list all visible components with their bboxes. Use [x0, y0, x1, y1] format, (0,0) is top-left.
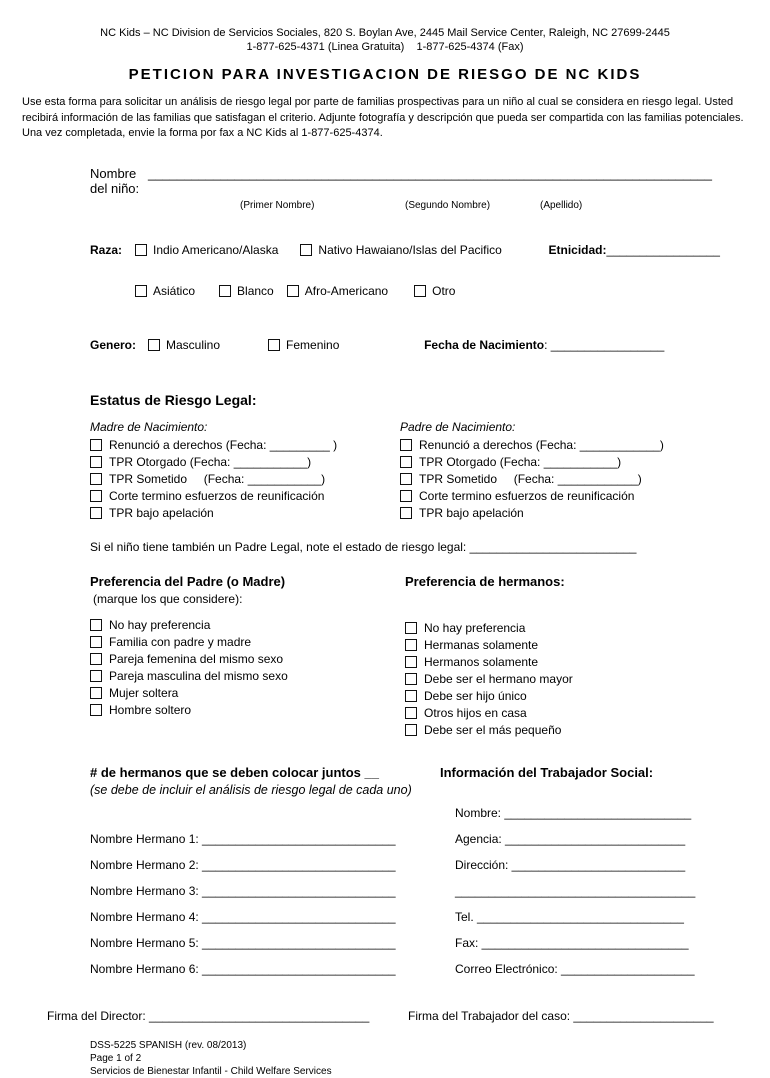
option-label: TPR Sometido (Fecha: ___________): [109, 471, 326, 486]
checkbox[interactable]: [405, 690, 417, 702]
sibling-note: (se debe de incluir el análisis de riesgo legal de cada uno): [90, 782, 412, 797]
checkbox[interactable]: [405, 724, 417, 736]
option-label: Hermanas solamente: [424, 637, 539, 652]
dob-field[interactable]: : _________________: [544, 337, 665, 352]
checkbox[interactable]: [287, 285, 299, 297]
checkbox[interactable]: [90, 490, 102, 502]
checkbox[interactable]: [405, 707, 417, 719]
footer-services: Servicios de Bienestar Infantil - Child Welfare Services: [90, 1065, 332, 1077]
org-phones: 1-877-625-4371 (Linea Gratuita) 1-877-625-4374 (Fax): [246, 41, 524, 53]
option-label: No hay preferencia: [424, 620, 526, 635]
father-option-corte: [400, 490, 712, 502]
father-heading: Padre de Nacimiento:: [400, 419, 516, 434]
sibling-pref-option: [405, 622, 712, 634]
checkbox[interactable]: [90, 507, 102, 519]
parent-pref-option: [90, 687, 405, 699]
sibling-name-field-5[interactable]: Nombre Hermano 5: _____________________________: [90, 935, 396, 950]
sibling-pref-option: [405, 639, 712, 651]
checkbox[interactable]: [90, 653, 102, 665]
parent-pref-option: [90, 670, 405, 682]
dob-label: Fecha de Nacimiento: [424, 337, 545, 352]
option-label: Pareja femenina del mismo sexo: [109, 651, 284, 666]
gender-label: Genero:: [90, 337, 137, 352]
race-option-indio: [135, 243, 278, 257]
parent-preference-subtitle: (marque los que considere):: [93, 591, 243, 606]
checkbox[interactable]: [90, 670, 102, 682]
legal-status-columns: [90, 420, 712, 524]
siblings-worker-columns: [90, 807, 712, 989]
child-name-sublabels: [90, 200, 712, 213]
sibling-preference-options: [405, 622, 712, 736]
mother-option-apelacion: [90, 507, 400, 519]
checkbox[interactable]: [135, 244, 147, 256]
sibling-preference-title: Preferencia de hermanos:: [405, 573, 565, 589]
org-address: NC Kids – NC Division de Servicios Sociales, 820 S. Boylan Ave, 2445 Mail Service Center, Raleigh, NC 27699-2445: [100, 27, 670, 39]
sibling-name-field-3[interactable]: Nombre Hermano 3: _____________________________: [90, 883, 396, 898]
checkbox[interactable]: [405, 673, 417, 685]
sibling-preference-column: [405, 574, 712, 741]
sibling-pref-option: [405, 690, 712, 702]
checkbox[interactable]: [300, 244, 312, 256]
option-label: TPR Otorgado (Fecha: ___________): [419, 454, 622, 469]
checkbox[interactable]: [90, 439, 102, 451]
father-option-renuncio: [400, 439, 712, 451]
parent-pref-option: [90, 636, 405, 648]
option-label: Afro-Americano: [304, 283, 389, 298]
mother-heading: Madre de Nacimiento:: [90, 419, 208, 434]
option-label: Renunció a derechos (Fecha: _________ ): [109, 437, 338, 452]
intro-paragraph: Use esta forma para solicitar un análisis de riesgo legal por parte de familias prospectivas para un niño al cual se considera en riesgo legal. Usted recibirá información de las familias que satisfagan el criterio. Adjunte fotografía y descripción que pueda ser compartida con las familias potenciales. Una vez completada, envie la forma por fax a NC Kids al 1-877-625-4374.: [22, 96, 744, 139]
race-option-hawaiano: [300, 243, 501, 257]
worker-info-title: Información del Trabajador Social:: [440, 764, 654, 780]
option-label: Asiático: [153, 283, 196, 298]
ethnicity-field[interactable]: _________________: [606, 242, 720, 257]
mother-option-corte: [90, 490, 400, 502]
option-label: Masculino: [166, 337, 221, 352]
gender-option-masculino: [148, 338, 220, 352]
option-label: Otros hijos en casa: [424, 705, 527, 720]
dob-group: [397, 324, 712, 366]
checkbox[interactable]: [148, 339, 160, 351]
sibling-names-column: [90, 833, 455, 989]
option-label: Femenino: [286, 337, 340, 352]
sibling-count-label[interactable]: # de hermanos que se deben colocar juntos __: [90, 764, 379, 780]
worker-address2-field[interactable]: ____________________________________: [455, 883, 696, 898]
checkbox[interactable]: [90, 636, 102, 648]
option-label: Otro: [432, 283, 456, 298]
preferences-columns: [90, 574, 712, 741]
sibling-name-field-6[interactable]: Nombre Hermano 6: _____________________________: [90, 961, 396, 976]
checkbox[interactable]: [90, 473, 102, 485]
sublabel-primer-nombre: (Primer Nombre): [240, 199, 315, 211]
checkbox[interactable]: [400, 490, 412, 502]
checkbox[interactable]: [405, 656, 417, 668]
father-option-tpr-sometido: [400, 473, 712, 485]
option-label: TPR Otorgado (Fecha: ___________): [109, 454, 312, 469]
worker-fax-field[interactable]: Fax: _______________________________: [455, 935, 689, 950]
checkbox[interactable]: [405, 639, 417, 651]
checkbox[interactable]: [90, 456, 102, 468]
race-row-1: [90, 229, 720, 271]
mother-option-tpr-otorgado: [90, 456, 400, 468]
footer-form-number: DSS-5225 SPANISH (rev. 08/2013): [90, 1039, 247, 1051]
sibling-name-field-1[interactable]: Nombre Hermano 1: _____________________________: [90, 831, 396, 846]
race-option-asiatico: [135, 284, 195, 298]
sibling-pref-option: [405, 724, 712, 736]
child-name-row: [90, 166, 712, 196]
option-label: Corte termino esfuerzos de reunificación: [419, 488, 635, 503]
sublabel-apellido: (Apellido): [540, 199, 583, 211]
checkbox[interactable]: [268, 339, 280, 351]
race-option-blanco: [219, 284, 274, 298]
option-label: Hermanos solamente: [424, 654, 539, 669]
footer-page-number: Page 1 of 2: [90, 1052, 142, 1064]
sibling-name-field-2[interactable]: Nombre Hermano 2: _____________________________: [90, 857, 396, 872]
checkbox[interactable]: [135, 285, 147, 297]
parent-pref-option: [90, 704, 405, 716]
option-label: Corte termino esfuerzos de reunificación: [109, 488, 325, 503]
race-row-2: [135, 284, 712, 298]
parent-pref-option: [90, 619, 405, 631]
option-label: TPR bajo apelación: [419, 505, 524, 520]
worker-address-field[interactable]: Dirección: __________________________: [455, 857, 686, 872]
parent-preference-options: [90, 619, 405, 716]
option-label: No hay preferencia: [109, 617, 211, 632]
worker-info-column: [455, 807, 712, 989]
option-label: Familia con padre y madre: [109, 634, 252, 649]
checkbox[interactable]: [219, 285, 231, 297]
father-option-apelacion: [400, 507, 712, 519]
child-name-field[interactable]: ______________________________________________________________________________: [148, 165, 712, 181]
checkbox[interactable]: [400, 456, 412, 468]
checkbox[interactable]: [90, 704, 102, 716]
race-label: Raza:: [90, 242, 123, 257]
father-option-tpr-otorgado: [400, 456, 712, 468]
mother-option-tpr-sometido: [90, 473, 400, 485]
sibling-pref-option: [405, 707, 712, 719]
sibling-pref-option: [405, 656, 712, 668]
option-label: Debe ser el hermano mayor: [424, 671, 573, 686]
parent-pref-option: [90, 653, 405, 665]
director-signature-field[interactable]: Firma del Director: _________________________________: [47, 1008, 370, 1023]
option-label: Mujer soltera: [109, 685, 179, 700]
checkbox[interactable]: [400, 439, 412, 451]
form-title: PETICION PARA INVESTIGACION DE RIESGO DE NC KIDS: [128, 66, 642, 83]
siblings-worker-header: [90, 765, 712, 780]
worker-tel-field[interactable]: Tel. _______________________________: [455, 909, 684, 924]
race-option-afroamericano: [287, 284, 388, 298]
legal-status-title: Estatus de Riesgo Legal:: [90, 391, 257, 408]
legal-parent-note[interactable]: Si el niño tiene también un Padre Legal, note el estado de riesgo legal: _________________________: [90, 539, 637, 554]
caseworker-signature-field[interactable]: Firma del Trabajador del caso: _____________________: [408, 1008, 714, 1023]
option-label: Blanco: [237, 283, 274, 298]
option-label: Pareja masculina del mismo sexo: [109, 668, 288, 683]
worker-name-field[interactable]: Nombre: ____________________________: [455, 805, 692, 820]
option-label: Debe ser el más pequeño: [424, 722, 562, 737]
checkbox[interactable]: [405, 622, 417, 634]
signature-row: [0, 1009, 770, 1023]
gender-row: [90, 324, 712, 366]
parent-preference-title: Preferencia del Padre (o Madre): [90, 573, 286, 589]
sublabel-segundo-nombre: (Segundo Nombre): [405, 199, 491, 211]
parent-preference-column: [90, 574, 405, 741]
checkbox[interactable]: [90, 687, 102, 699]
checkbox[interactable]: [400, 473, 412, 485]
ethnicity-label: Etnicidad:: [548, 242, 607, 257]
child-name-label: Nombre del niño:: [90, 165, 140, 196]
worker-agency-field[interactable]: Agencia: ___________________________: [455, 831, 686, 846]
father-column: [400, 420, 712, 524]
checkbox[interactable]: [90, 619, 102, 631]
sibling-name-field-4[interactable]: Nombre Hermano 4: _____________________________: [90, 909, 396, 924]
option-label: Renunció a derechos (Fecha: ____________): [419, 437, 664, 452]
form-body: [90, 165, 720, 989]
mother-option-renuncio: [90, 439, 400, 451]
checkbox[interactable]: [400, 507, 412, 519]
worker-email-field[interactable]: Correo Electrónico: ____________________: [455, 961, 695, 976]
option-label: Indio Americano/Alaska: [153, 242, 279, 257]
race-option-otro: [414, 284, 455, 298]
sibling-pref-option: [405, 673, 712, 685]
option-label: Nativo Hawaiano/Islas del Pacifico: [318, 242, 502, 257]
ethnicity-group: [522, 229, 720, 271]
mother-column: [90, 420, 400, 524]
option-label: TPR bajo apelación: [109, 505, 214, 520]
gender-option-femenino: [268, 338, 339, 352]
checkbox[interactable]: [414, 285, 426, 297]
page-footer: [90, 1039, 770, 1078]
option-label: Debe ser hijo único: [424, 688, 527, 703]
option-label: Hombre soltero: [109, 702, 192, 717]
option-label: TPR Sometido (Fecha: ____________): [419, 471, 642, 486]
